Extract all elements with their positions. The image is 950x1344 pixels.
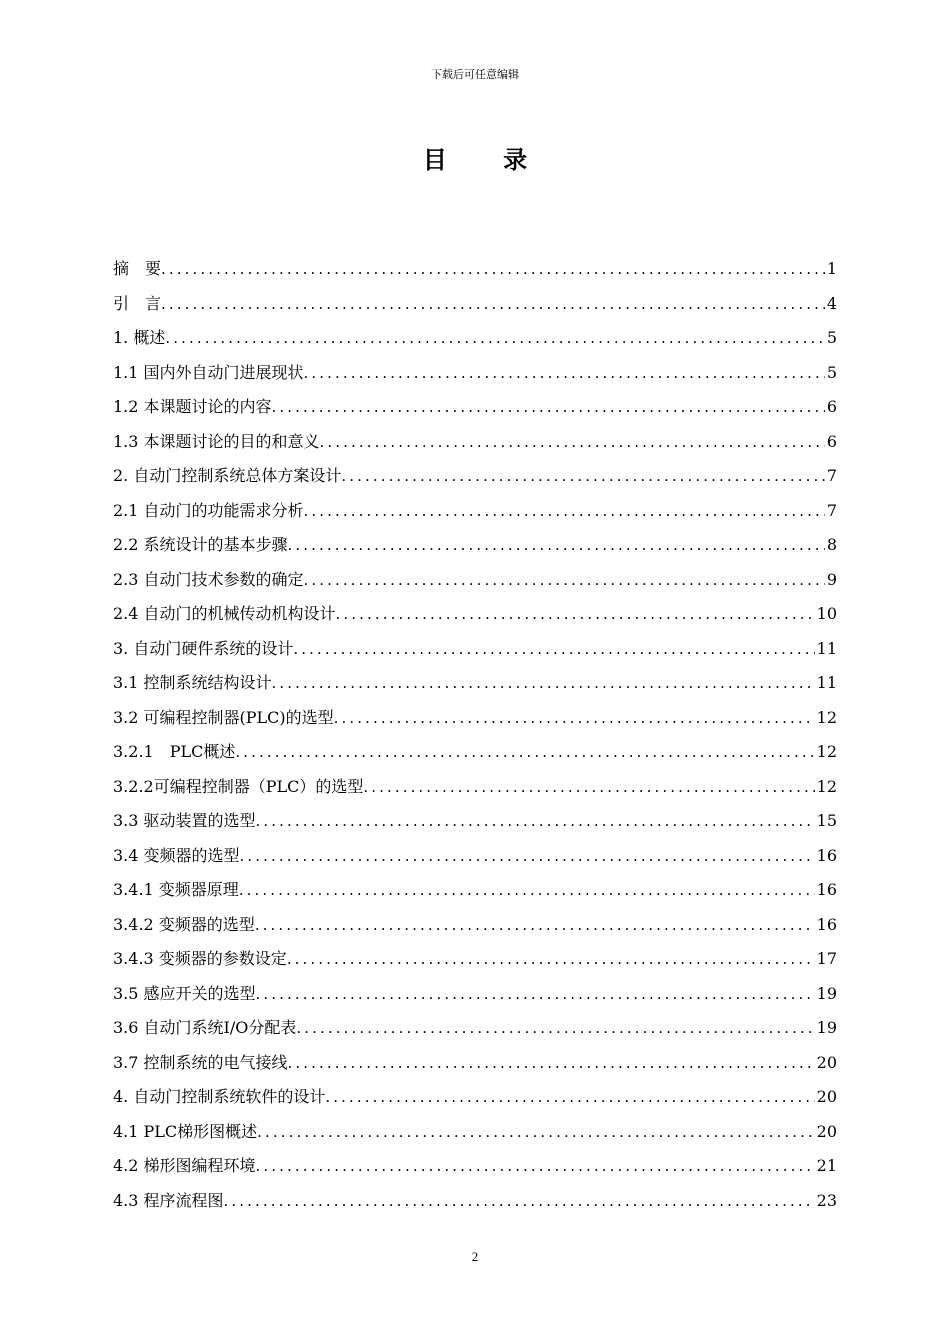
toc-entry-label: 4.3 程序流程图 [113,1190,224,1210]
toc-dot-leader [288,1046,815,1081]
toc-dot-leader [304,494,825,529]
toc-entry-label: 3.7 控制系统的电气接线 [113,1052,288,1072]
toc-entry-page: 12 [816,707,837,727]
toc-dot-leader [161,287,825,322]
toc-entry-page: 16 [816,914,837,934]
toc-entry-label: 2.1 自动门的功能需求分析 [113,500,304,520]
toc-entry[interactable] [113,494,837,529]
toc-entry-page: 7 [826,500,837,520]
toc-entry[interactable] [113,459,837,494]
toc-entry-label: 2.4 自动门的机械传动机构设计 [113,604,336,623]
toc-entry-label: 4.2 梯形图编程环境 [113,1156,256,1175]
toc-entry[interactable] [113,1080,837,1115]
toc-entry-page: 16 [816,845,837,865]
toc-entry-label: 3.2 可编程控制器(PLC)的选型 [113,707,334,727]
toc-dot-leader [235,735,814,770]
toc-entry-label: 2. 自动门控制系统总体方案设计 [113,466,342,485]
toc-dot-leader [288,528,825,563]
toc-entry-label: 2.2 系统设计的基本步骤 [113,535,288,554]
toc-entry-page: 9 [826,569,837,589]
toc-entry-page: 5 [826,362,837,382]
toc-entry[interactable] [113,666,837,701]
toc-entry-label: 3.6 自动门系统I/O分配表 [113,1018,297,1037]
toc-dot-leader [304,356,825,391]
toc-entry-page: 1 [826,259,837,278]
table-of-contents [113,252,837,1218]
toc-entry-page: 16 [816,880,837,899]
toc-entry[interactable] [113,839,837,874]
toc-entry-label: 2.3 自动门技术参数的确定 [113,569,304,589]
toc-entry-page: 6 [826,397,837,416]
toc-entry-page: 19 [816,1018,837,1037]
toc-dot-leader [304,563,825,598]
toc-entry-page: 20 [816,1121,837,1141]
toc-entry-page: 8 [826,535,837,554]
toc-entry[interactable] [113,563,837,598]
toc-entry-label: 4.1 PLC梯形图概述 [113,1121,258,1141]
toc-entry-page: 23 [816,1190,837,1210]
toc-dot-leader [240,839,815,874]
toc-dot-leader [287,942,815,977]
toc-entry[interactable] [113,632,837,667]
toc-entry-label: 3. 自动门硬件系统的设计 [113,638,294,658]
toc-entry-page: 4 [826,293,837,313]
toc-entry-label: 3.3 驱动装置的选型 [113,811,256,830]
toc-entry-label: 3.4 变频器的选型 [113,845,240,865]
toc-dot-leader [325,1080,814,1115]
toc-dot-leader [256,1149,815,1184]
page-number: 2 [471,1249,479,1264]
toc-entry-page: 7 [826,466,837,485]
toc-entry[interactable] [113,873,837,908]
toc-dot-leader [272,390,825,425]
toc-dot-leader [224,1184,815,1219]
toc-entry-label: 3.1 控制系统结构设计 [113,673,272,692]
toc-entry-label: 3.4.1 变频器原理 [113,880,239,899]
toc-dot-leader [272,666,815,701]
toc-dot-leader [256,977,815,1012]
toc-entry-page: 15 [816,811,837,830]
toc-dot-leader [363,770,814,805]
toc-entry-label: 1.1 国内外自动门进展现状 [113,362,304,382]
page-title: 目 录 [422,146,552,174]
toc-entry[interactable] [113,1011,837,1046]
toc-entry-page: 5 [826,328,837,347]
header-note: 下载后可任意编辑 [431,68,519,81]
toc-dot-leader [239,873,815,908]
toc-entry-page: 19 [816,983,837,1003]
toc-entry[interactable] [113,1115,837,1150]
toc-entry-label: 3.2.1 PLC概述 [113,742,236,761]
toc-entry-label: 引 言 [113,293,162,313]
toc-dot-leader [296,1011,814,1046]
toc-entry-page: 20 [816,1087,837,1106]
toc-entry-label: 3.2.2可编程控制器（PLC）的选型 [113,776,364,796]
toc-entry[interactable] [113,1149,837,1184]
toc-entry-label: 3.4.2 变频器的选型 [113,914,255,934]
toc-entry[interactable] [113,321,837,356]
toc-entry[interactable] [113,804,837,839]
toc-entry[interactable] [113,770,837,805]
toc-dot-leader [255,908,815,943]
toc-entry[interactable] [113,1046,837,1081]
toc-entry[interactable] [113,597,837,632]
toc-entry-label: 3.4.3 变频器的参数设定 [113,949,287,968]
toc-dot-leader [165,321,824,356]
toc-entry-label: 4. 自动门控制系统软件的设计 [113,1087,326,1106]
toc-entry-label: 摘 要 [113,259,162,278]
toc-entry-page: 11 [816,673,837,692]
toc-entry-page: 20 [816,1052,837,1072]
toc-entry-label: 1.2 本课题讨论的内容 [113,397,272,416]
toc-entry-page: 17 [816,949,837,968]
toc-entry-page: 21 [816,1156,837,1175]
toc-entry-label: 1. 概述 [113,328,166,347]
toc-dot-leader [341,459,824,494]
toc-entry[interactable] [113,390,837,425]
toc-entry[interactable] [113,252,837,287]
toc-dot-leader [336,597,815,632]
toc-dot-leader [320,425,825,460]
toc-dot-leader [256,804,815,839]
toc-dot-leader [334,701,815,736]
toc-dot-leader [161,252,825,287]
toc-entry[interactable] [113,425,837,460]
toc-entry-page: 10 [816,604,837,623]
toc-entry[interactable] [113,356,837,391]
toc-entry-page: 6 [826,431,837,451]
toc-entry[interactable] [113,908,837,943]
toc-entry[interactable] [113,977,837,1012]
toc-entry[interactable] [113,942,837,977]
toc-entry-page: 12 [816,742,837,761]
toc-entry-label: 1.3 本课题讨论的目的和意义 [113,431,320,451]
toc-entry-page: 12 [816,776,837,796]
toc-entry[interactable] [113,701,837,736]
toc-entry[interactable] [113,735,837,770]
toc-entry-label: 3.5 感应开关的选型 [113,983,256,1003]
toc-dot-leader [293,632,814,667]
toc-entry-page: 11 [816,638,837,658]
toc-dot-leader [257,1115,814,1150]
toc-entry[interactable] [113,1184,837,1219]
toc-entry[interactable] [113,528,837,563]
toc-entry[interactable] [113,287,837,322]
